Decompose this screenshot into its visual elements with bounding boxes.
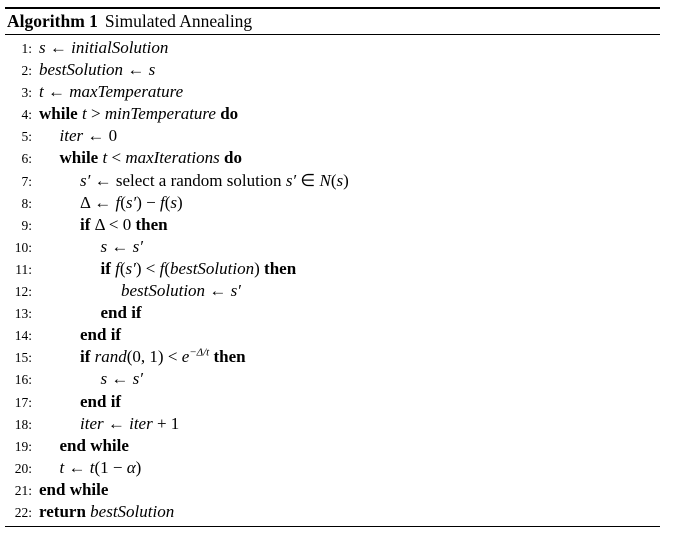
algorithm-line bbox=[5, 214, 660, 236]
plain-text: ) bbox=[135, 457, 142, 477]
variable-text: bestSolution bbox=[90, 501, 175, 521]
algorithm-line bbox=[5, 346, 660, 368]
algorithm-line bbox=[5, 258, 660, 280]
plain-text: ( bbox=[330, 170, 337, 190]
variable-text: minTemperature bbox=[104, 104, 216, 124]
plain-text: ← bbox=[64, 457, 90, 477]
variable-text: iter bbox=[129, 413, 153, 433]
superscript-text: −Δ/t bbox=[189, 346, 210, 359]
plain-text: ) bbox=[177, 192, 183, 212]
line-number: 7: bbox=[21, 173, 32, 189]
plain-text: ) − bbox=[136, 192, 160, 212]
algorithm-label: Algorithm 1 bbox=[7, 11, 98, 31]
algorithm-line bbox=[5, 368, 660, 390]
plain-text: ) < bbox=[135, 258, 160, 278]
keyword-text: while bbox=[39, 104, 82, 124]
plain-text: ← bbox=[103, 413, 130, 433]
code-text bbox=[39, 324, 121, 346]
variable-text: s′ bbox=[125, 192, 137, 212]
plain-text: < bbox=[107, 148, 126, 168]
algorithm-line bbox=[5, 413, 660, 435]
keyword-text: end if bbox=[80, 325, 122, 345]
keyword-text: return bbox=[39, 501, 91, 521]
plain-text: > bbox=[86, 104, 105, 124]
line-number: 14: bbox=[14, 328, 32, 344]
code-text bbox=[39, 413, 179, 435]
code-text bbox=[39, 501, 174, 523]
algorithm-header bbox=[5, 9, 660, 34]
code-text bbox=[39, 125, 117, 147]
plain-text: (1 − bbox=[94, 457, 127, 477]
variable-text: rand bbox=[94, 347, 127, 367]
keyword-text: end if bbox=[100, 303, 142, 323]
variable-text: f bbox=[115, 192, 121, 212]
variable-text: s′ bbox=[132, 369, 143, 389]
line-number: 9: bbox=[21, 217, 32, 233]
keyword-text: end while bbox=[39, 479, 109, 499]
line-number: 18: bbox=[14, 416, 32, 432]
variable-text: initialSolution bbox=[71, 38, 169, 57]
code-text bbox=[39, 479, 108, 501]
variable-text: maxIterations bbox=[125, 148, 220, 168]
algorithm-line bbox=[5, 147, 660, 169]
algorithm-line bbox=[5, 280, 660, 302]
variable-text: maxTemperature bbox=[69, 82, 184, 102]
algorithm-line bbox=[5, 391, 660, 413]
keyword-text: then bbox=[135, 214, 168, 234]
line-number: 20: bbox=[14, 460, 32, 476]
line-number: 1: bbox=[21, 41, 32, 56]
variable-text: s′ bbox=[230, 281, 241, 301]
variable-text: t bbox=[81, 104, 87, 124]
plain-text: ∈ bbox=[296, 170, 320, 190]
variable-text: t bbox=[39, 82, 44, 102]
algorithm-line bbox=[5, 435, 660, 457]
variable-text: f bbox=[159, 258, 165, 278]
plain-text: ← bbox=[43, 82, 70, 102]
line-number: 16: bbox=[14, 372, 32, 388]
code-text bbox=[39, 170, 349, 192]
code-text bbox=[39, 457, 141, 479]
plain-text: ← select a random solution bbox=[90, 170, 286, 190]
variable-text: t bbox=[59, 457, 65, 477]
algorithm-line bbox=[5, 170, 660, 192]
variable-text: s bbox=[170, 192, 178, 212]
algorithm-line bbox=[5, 59, 660, 81]
keyword-text: end while bbox=[59, 435, 129, 455]
algorithm-line bbox=[5, 324, 660, 346]
keyword-text: if bbox=[80, 214, 95, 234]
plain-text: ( bbox=[120, 192, 126, 212]
code-text bbox=[39, 214, 168, 236]
plain-text: ← bbox=[205, 281, 231, 301]
variable-text: s bbox=[336, 170, 344, 190]
plain-text: Δ ← bbox=[80, 192, 116, 212]
algorithm-box bbox=[5, 7, 660, 527]
variable-text: s bbox=[148, 60, 156, 80]
code-text bbox=[39, 435, 129, 457]
variable-text: e bbox=[181, 347, 190, 367]
variable-text: f bbox=[115, 258, 120, 278]
plain-text: ( bbox=[164, 258, 171, 278]
code-text bbox=[39, 368, 143, 390]
code-text bbox=[39, 302, 142, 324]
line-number: 4: bbox=[21, 107, 32, 123]
line-number: 22: bbox=[14, 504, 32, 520]
plain-text: ) bbox=[254, 258, 265, 278]
code-text bbox=[39, 147, 242, 169]
keyword-text: if bbox=[100, 258, 116, 278]
algorithm-body bbox=[5, 35, 660, 526]
variable-text: s bbox=[100, 369, 108, 389]
plain-text: ← bbox=[107, 369, 133, 389]
line-number: 8: bbox=[21, 195, 32, 211]
line-number: 17: bbox=[14, 394, 32, 410]
variable-text: bestSolution bbox=[170, 258, 255, 278]
line-number: 10: bbox=[14, 239, 32, 255]
keyword-text: do bbox=[215, 104, 239, 124]
keyword-text: do bbox=[219, 148, 242, 168]
algorithm-line bbox=[5, 125, 660, 147]
variable-text: t bbox=[102, 148, 108, 168]
plain-text: ( bbox=[164, 192, 171, 212]
code-text bbox=[39, 81, 183, 103]
plain-text: ) bbox=[343, 170, 349, 190]
algorithm-title: Simulated Annealing bbox=[104, 11, 253, 31]
variable-text: f bbox=[160, 192, 165, 212]
keyword-text: if bbox=[80, 347, 95, 367]
variable-text: iter bbox=[59, 126, 84, 146]
line-number: 11: bbox=[15, 261, 32, 277]
algorithm-line bbox=[5, 479, 660, 501]
keyword-text: then bbox=[213, 347, 246, 367]
algorithm-line bbox=[5, 501, 660, 523]
line-number: 15: bbox=[14, 350, 32, 366]
variable-text: bestSolution bbox=[39, 60, 124, 80]
line-number: 5: bbox=[21, 129, 32, 145]
line-number: 21: bbox=[14, 482, 32, 498]
variable-text: iter bbox=[80, 413, 104, 433]
line-number: 13: bbox=[14, 306, 32, 322]
code-text bbox=[39, 346, 246, 368]
plain-text: ( bbox=[119, 258, 126, 278]
plain-text: + 1 bbox=[152, 413, 180, 433]
keyword-text: then bbox=[264, 258, 297, 278]
algorithm-line bbox=[5, 81, 660, 103]
variable-text: s′ bbox=[285, 170, 297, 190]
algorithm-line bbox=[5, 37, 660, 59]
bottom-rule bbox=[5, 526, 660, 527]
plain-text: ← bbox=[123, 60, 149, 80]
line-number: 2: bbox=[21, 63, 32, 79]
code-text bbox=[39, 103, 238, 125]
variable-text: t bbox=[89, 457, 95, 477]
code-text bbox=[39, 59, 155, 81]
code-text bbox=[39, 236, 143, 258]
keyword-text: end if bbox=[80, 391, 122, 411]
line-number: 6: bbox=[21, 151, 32, 167]
algorithm-line bbox=[5, 457, 660, 479]
code-text bbox=[39, 391, 121, 413]
algorithm-line bbox=[5, 236, 660, 258]
variable-text: α bbox=[126, 457, 136, 477]
algorithm-line bbox=[5, 302, 660, 324]
algorithm-line bbox=[5, 192, 660, 214]
plain-text: ← bbox=[45, 38, 72, 57]
variable-text: N bbox=[319, 170, 331, 190]
plain-text: ← bbox=[107, 236, 133, 256]
variable-text: s′ bbox=[132, 236, 143, 256]
algorithm-line bbox=[5, 103, 660, 125]
plain-text: (0, 1) < bbox=[126, 347, 182, 367]
variable-text: s′ bbox=[80, 170, 91, 190]
keyword-text: while bbox=[59, 148, 103, 168]
code-text bbox=[39, 192, 183, 214]
code-text bbox=[39, 258, 296, 280]
line-number: 12: bbox=[14, 284, 32, 300]
plain-text: Δ < 0 bbox=[94, 214, 136, 234]
line-number: 19: bbox=[14, 438, 32, 454]
variable-text: s bbox=[100, 236, 108, 256]
variable-text: s′ bbox=[125, 258, 136, 278]
code-text bbox=[39, 37, 168, 59]
code-text bbox=[39, 280, 241, 302]
variable-text: s bbox=[39, 38, 46, 57]
line-number: 3: bbox=[21, 85, 32, 101]
variable-text: bestSolution bbox=[121, 281, 206, 301]
plain-text: ← 0 bbox=[83, 126, 118, 146]
